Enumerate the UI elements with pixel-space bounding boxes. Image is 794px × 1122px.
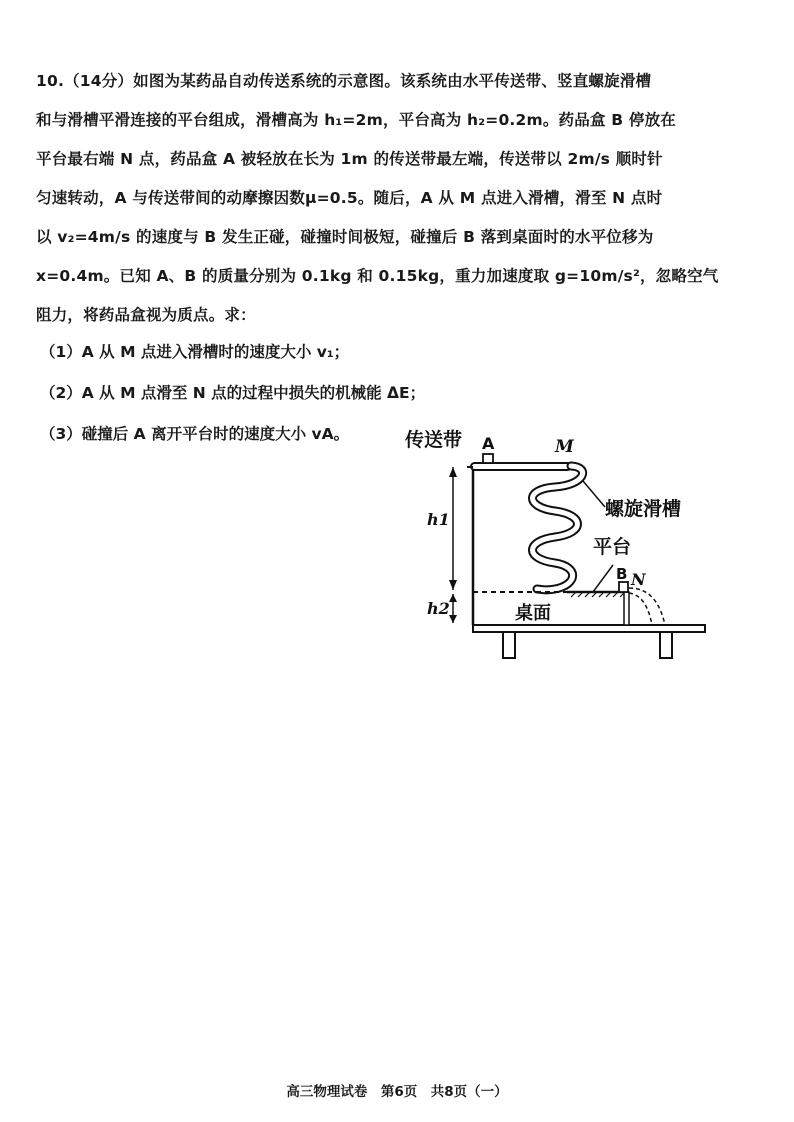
question-3: （3）碰撞后 A 离开平台时的速度大小 vA。 <box>40 425 350 443</box>
question-1: （1）A 从 M 点进入滑槽时的速度大小 v₁； <box>40 343 350 361</box>
problem-line: x=0.4m。已知 A、B 的质量分别为 0.1kg 和 0.15kg，重力加速度取 g=10m/s²，忽略空气 <box>36 267 719 285</box>
label-chute: 螺旋滑槽 <box>605 498 682 520</box>
table-top <box>473 625 705 632</box>
platform-leg <box>624 592 629 625</box>
conveyor-system-diagram <box>395 425 715 665</box>
problem-line: 和与滑槽平滑连接的平台组成，滑槽高为 h₁=2m，平台高为 h₂=0.2m。药品盒 B 停放在 <box>36 111 676 129</box>
problem-line: 阻力，将药品盒视为质点。求： <box>36 306 256 324</box>
label-b: B <box>616 565 628 583</box>
label-h2: h2 <box>427 599 450 618</box>
page-footer: 高三物理试卷 第6页 共8页（一） <box>286 1084 508 1100</box>
problem-line: 匀速转动，A 与传送带间的动摩擦因数μ=0.5。随后，A 从 M 点进入滑槽，滑至 N 点时 <box>36 189 663 207</box>
label-table: 桌面 <box>515 603 551 624</box>
problem-line: 平台最右端 N 点，药品盒 A 被轻放在长为 1m 的传送带最左端，传送带以 2m/s 顺时针 <box>36 150 663 168</box>
label-m: M <box>555 437 574 457</box>
problem-line: 以 v₂=4m/s 的速度与 B 发生正碰，碰撞时间极短，碰撞后 B 落到桌面时的水平位移为 <box>36 228 654 246</box>
box-a <box>483 454 493 463</box>
label-platform: 平台 <box>593 536 632 558</box>
label-n: N <box>631 570 646 589</box>
label-h1: h1 <box>427 510 450 529</box>
problem-line: 10.（14分）如图为某药品自动传送系统的示意图。该系统由水平传送带、竖直螺旋滑槽 <box>36 72 652 90</box>
conveyor-belt <box>471 463 571 470</box>
table-leg <box>660 632 672 658</box>
label-a: A <box>482 434 495 453</box>
problem-statement <box>36 62 726 335</box>
table-leg <box>503 632 515 658</box>
question-2: （2）A 从 M 点滑至 N 点的过程中损失的机械能 ΔE； <box>40 384 426 402</box>
box-b <box>619 582 628 592</box>
label-belt: 传送带 <box>405 429 463 451</box>
